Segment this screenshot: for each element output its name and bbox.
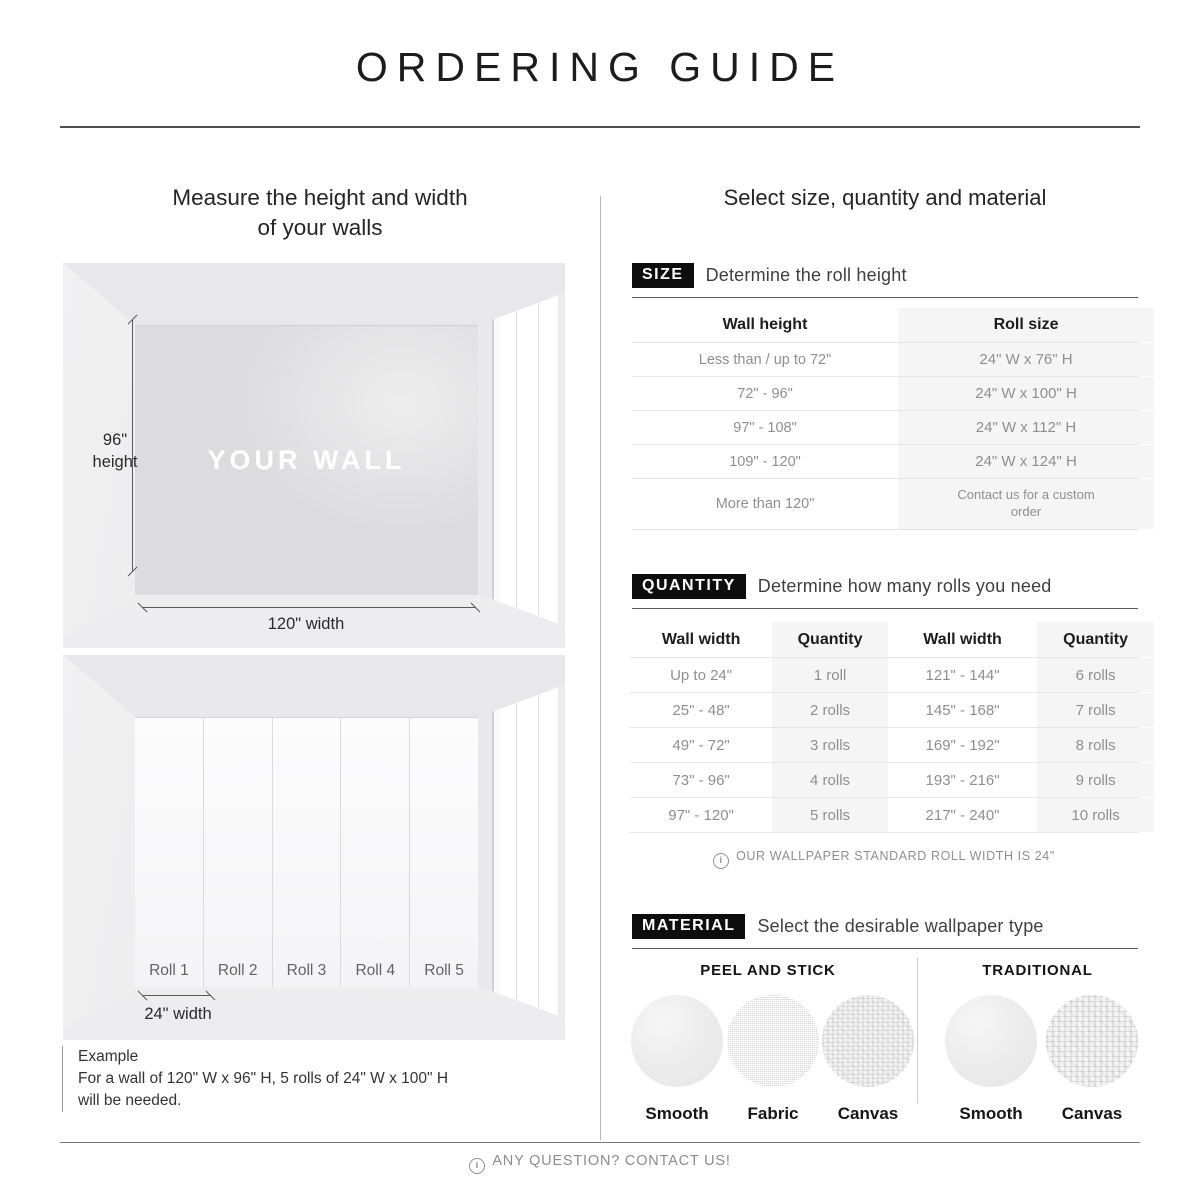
- size-col-wall-height: Wall height: [722, 316, 808, 333]
- roll-panel: [273, 718, 342, 987]
- example-line1: For a wall of 120" W x 96" H, 5 rolls of 24" W x 100" H: [78, 1070, 449, 1087]
- size-col-roll-size: Roll size: [898, 308, 1154, 342]
- quantity-header: Quantity: [1037, 622, 1154, 657]
- table-row: [632, 479, 1138, 530]
- swatch-label: Smooth: [959, 1104, 1023, 1123]
- wall-width-cell: Up to 24": [670, 666, 733, 684]
- wall-width-cell: 145" - 168": [925, 701, 1000, 719]
- height-word: height: [92, 453, 138, 472]
- quantity-cell: 10 rolls: [1037, 798, 1154, 832]
- room-illustration-measure: [63, 263, 565, 648]
- wall-width-cell: 217" - 240": [925, 806, 1000, 824]
- swatch-smooth-traditional: [945, 995, 1037, 1087]
- roll-size-cell: 24" W x 112" H: [898, 411, 1154, 444]
- quantity-header: Quantity: [772, 622, 888, 657]
- wall-height-cell: More than 120": [715, 495, 815, 512]
- room-window: [478, 655, 565, 1040]
- roll-width-dimension-line: [142, 995, 211, 996]
- quantity-badge: QUANTITY: [632, 574, 746, 599]
- quantity-table-header-row: [630, 622, 1138, 658]
- wall-width-cell: 25" - 48": [672, 701, 730, 719]
- quantity-cell: 5 rolls: [772, 798, 888, 832]
- roll-panel-label: Roll 3: [286, 962, 327, 979]
- swatch-canvas-peel: [822, 995, 914, 1087]
- wall-width-cell: 49" - 72": [672, 736, 730, 754]
- example-callout: [62, 1046, 448, 1112]
- material-section-header: [632, 914, 1138, 949]
- left-heading-line2: of your walls: [257, 214, 383, 240]
- wall-width-header: Wall width: [923, 630, 1002, 648]
- table-row: [632, 377, 1138, 411]
- material-section-title: Select the desirable wallpaper type: [757, 916, 1044, 936]
- table-row: [632, 445, 1138, 479]
- swatch-canvas-traditional: [1046, 995, 1138, 1087]
- roll-width-dimension-label: 24" width: [144, 1005, 212, 1023]
- roll-panel: [410, 718, 478, 987]
- table-row: [630, 798, 1138, 833]
- contact-note: [0, 1153, 1200, 1174]
- right-column-heading: Select size, quantity and material: [723, 185, 1047, 210]
- swatch-label: Canvas: [1061, 1104, 1123, 1123]
- column-divider: [600, 196, 601, 1140]
- wall-width-cell: 121" - 144": [925, 666, 1000, 684]
- peel-and-stick-label: PEEL AND STICK: [700, 962, 836, 979]
- roll-panel-label: Roll 2: [217, 962, 258, 979]
- quantity-cell: 6 rolls: [1037, 658, 1154, 692]
- table-row: [632, 411, 1138, 445]
- custom-order-note: Contact us for a custom order: [957, 487, 1095, 519]
- roll-size-cell: 24" W x 100" H: [898, 377, 1154, 410]
- info-icon: i: [469, 1158, 485, 1174]
- quantity-table: [630, 622, 1138, 833]
- size-section-title: Determine the roll height: [705, 265, 907, 285]
- swatch-label: Canvas: [837, 1104, 899, 1123]
- material-badge: MATERIAL: [632, 914, 745, 939]
- width-dimension-label: 120" width: [267, 615, 345, 633]
- size-table: [632, 308, 1138, 530]
- size-badge: SIZE: [632, 263, 694, 288]
- roll-panel-label: Roll 5: [424, 962, 464, 979]
- quantity-section-title: Determine how many rolls you need: [757, 576, 1052, 596]
- wall-height-cell: 72" - 96": [737, 385, 793, 402]
- roll-panel-label: Roll 1: [149, 962, 189, 979]
- material-group-divider: [917, 958, 918, 1103]
- your-wall: [135, 325, 478, 595]
- table-row: [630, 693, 1138, 728]
- left-heading-line1: Measure the height and width: [172, 185, 468, 210]
- swatch-fabric-peel: [727, 995, 819, 1087]
- quantity-cell: 9 rolls: [1037, 763, 1154, 797]
- swatch-label: Smooth: [645, 1104, 709, 1123]
- width-dimension-line: [142, 607, 476, 608]
- table-row: [630, 728, 1138, 763]
- footer-divider: [60, 1142, 1140, 1143]
- quantity-cell: 8 rolls: [1037, 728, 1154, 762]
- quantity-cell: 2 rolls: [772, 693, 888, 727]
- left-column-heading: [60, 183, 580, 242]
- roll-width-note-text: OUR WALLPAPER STANDARD ROLL WIDTH IS 24": [736, 849, 1055, 863]
- roll-width-note: [630, 849, 1138, 869]
- page-title: ORDERING GUIDE: [355, 44, 845, 90]
- roll-size-cell: [898, 479, 1154, 529]
- quantity-cell: 7 rolls: [1037, 693, 1154, 727]
- roll-panel: [135, 718, 204, 987]
- wall-roll-panels: [135, 717, 478, 987]
- wall-width-cell: 97" - 120": [668, 806, 734, 824]
- height-value: 96": [102, 431, 128, 449]
- example-line2: will be needed.: [78, 1092, 182, 1109]
- wall-width-cell: 73" - 96": [672, 771, 730, 789]
- info-icon: i: [713, 853, 729, 869]
- contact-note-text: ANY QUESTION? CONTACT US!: [492, 1153, 731, 1169]
- table-row: [632, 343, 1138, 377]
- room-window: [478, 263, 565, 648]
- roll-panel: [204, 718, 273, 987]
- traditional-label: TRADITIONAL: [982, 962, 1093, 979]
- size-table-header-row: [632, 308, 1138, 343]
- quantity-section-header: [632, 574, 1138, 609]
- your-wall-label: YOUR WALL: [207, 445, 406, 475]
- quantity-cell: 3 rolls: [772, 728, 888, 762]
- size-section-header: [632, 263, 1138, 298]
- roll-panel-label: Roll 4: [355, 962, 396, 979]
- quantity-cell: 4 rolls: [772, 763, 888, 797]
- room-illustration-rolls: [63, 655, 565, 1040]
- roll-size-cell: 24" W x 76" H: [898, 343, 1154, 376]
- wall-height-cell: 109" - 120": [729, 453, 801, 470]
- roll-panel: [341, 718, 410, 987]
- wall-width-header: Wall width: [661, 630, 741, 648]
- wall-height-cell: 97" - 108": [733, 419, 797, 436]
- height-dimension-label: [59, 429, 171, 474]
- wall-width-cell: 169" - 192": [925, 736, 1000, 754]
- table-row: [630, 658, 1138, 693]
- quantity-cell: 1 roll: [772, 658, 888, 692]
- header-divider: [60, 126, 1140, 128]
- example-title: Example: [78, 1048, 139, 1065]
- swatch-label: Fabric: [747, 1104, 799, 1123]
- table-row: [630, 763, 1138, 798]
- wall-width-cell: 193" - 216": [925, 771, 1000, 789]
- roll-size-cell: 24" W x 124" H: [898, 445, 1154, 478]
- wall-height-cell: Less than / up to 72": [698, 351, 832, 368]
- swatch-smooth-peel: [631, 995, 723, 1087]
